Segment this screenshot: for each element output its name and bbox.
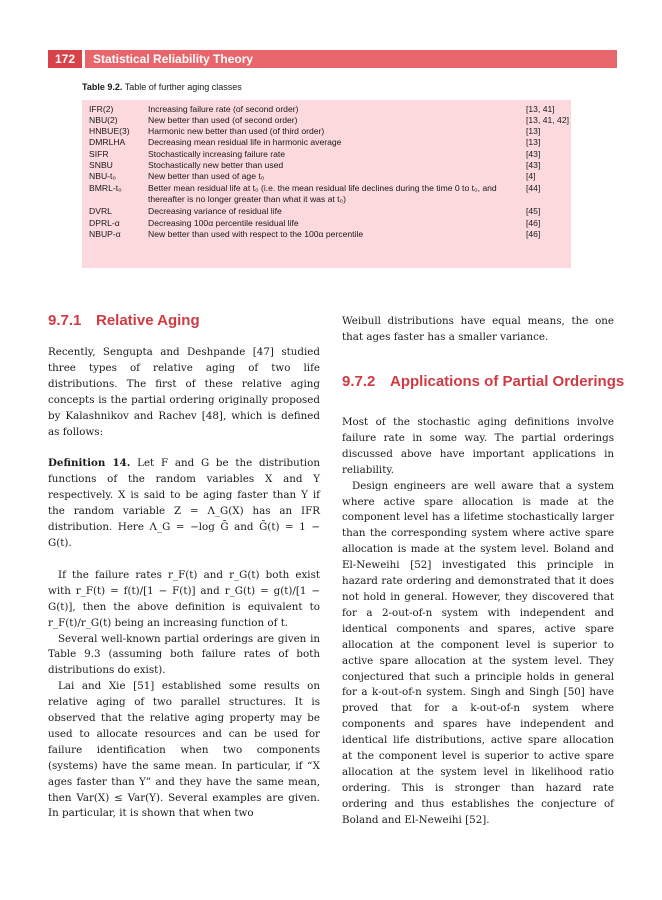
table-cell-desc: New better than used (of second order) bbox=[148, 115, 298, 125]
table-cell-desc: Decreasing mean residual life in harmonic average bbox=[148, 137, 342, 147]
definition bbox=[48, 456, 320, 551]
table-cell-abbr: IFR(2) bbox=[89, 104, 114, 114]
section-number: 9.7.2 bbox=[342, 373, 376, 390]
table-caption-text: Table of further aging classes bbox=[122, 82, 242, 92]
paragraph: Design engineers are well aware that a system where active spare allocation is made at the component level has a lifetime stochastically larger than the corresponding system where active spare allocation is made at the system level. Boland and El-Neweihi [52] investigated this principle in hazard rate ordering and demonstrated that it does not hold in general. However, they discovered that for a 2-out-of-n system with independent and identical components and spares, active spare allocation at the component level is superior to active spare allocation at the system level. They conjectured that such a principle holds in general for a k-out-of-n system. Singh and Singh [50] have proved that for a k-out-of-n system where components and spares have independent and identical life distributions, active spare allocation at the component level is superior to active spare allocation at the system level in likelihood ratio ordering. This is stronger than hazard rate ordering and thus establishes the conjecture of Boland and El-Neweihi [52]. bbox=[342, 479, 614, 826]
table-cell-desc: Stochastically increasing failure rate bbox=[148, 149, 286, 159]
table-cell-desc: Better mean residual life at t₀ (i.e. the mean residual life declines during the time 0 to t₀, and thereafter is no longer greater than what it was at t₀) bbox=[148, 183, 497, 205]
aging-classes-table bbox=[82, 100, 571, 268]
table-cell-ref: [45] bbox=[526, 206, 541, 216]
table-cell-ref: [46] bbox=[526, 218, 541, 228]
table-cell-abbr: NBU(2) bbox=[89, 115, 118, 125]
table-cell-desc: Increasing failure rate (of second order) bbox=[148, 104, 299, 114]
paragraph: If the failure rates r_F(t) and r_G(t) both exist with r_F(t) = f(t)/[1 − F(t)] and r_G(t) = g(t)/[1 − G(t)], then the above definition is equivalent to r_F(t)/r_G(t) being an increasing function of t. bbox=[48, 568, 320, 629]
table-cell-abbr: DMRLHA bbox=[89, 137, 126, 147]
table-cell-abbr: BMRL-t₀ bbox=[89, 183, 122, 193]
section-heading-partial-orderings bbox=[342, 373, 624, 390]
table-cell-abbr: SIFR bbox=[89, 149, 109, 159]
paragraph: Recently, Sengupta and Deshpande [47] studied three types of relative aging of two life distributions. The first of these relative aging concepts is the partial ordering originally proposed by Kalashnikov and Rachev [48], which is defined as follows: bbox=[48, 346, 320, 438]
paragraph: Most of the stochastic aging definitions involve failure rate in some way. The partial orderings discussed above have important applications in reliability. bbox=[342, 416, 614, 476]
table-cell-ref: [4] bbox=[526, 171, 536, 181]
table-cell-ref: [13] bbox=[526, 126, 541, 136]
table-cell-abbr: HNBUE(3) bbox=[89, 126, 130, 136]
definition-label: Definition 14. bbox=[48, 457, 131, 470]
table-cell-desc: Decreasing variance of residual life bbox=[148, 206, 282, 216]
table-caption bbox=[82, 82, 242, 92]
section-title: Relative Aging bbox=[96, 312, 200, 329]
table-cell-desc: New better than used with respect to the 100α percentile bbox=[148, 229, 364, 239]
table-cell-ref: [13, 41, 42] bbox=[526, 115, 570, 125]
table-cell-abbr: NBU-t₀ bbox=[89, 171, 116, 181]
paragraph: Lai and Xie [51] established some results on relative aging of two parallel structures. It is observed that the relative aging property may be used to allocate resources and can be used for failure identification when two components (systems) have the same mean. In particular, if “X ages faster than Y” and they have the same mean, then Var(X) ≤ Var(Y). Several examples are given. In particular, it is shown that when two bbox=[48, 680, 320, 820]
table-caption-label: Table 9.2. bbox=[82, 82, 123, 92]
definition-text: Let F and G be the distribution functions of the random variables X and Y respectively. X is said to be aging faster than Y if the random variable Z = Λ_G(X) has an IFR distribution. Here Λ_G = −log Ḡ and Ḡ(t) = 1 − G(t). bbox=[48, 457, 320, 549]
table-cell-ref: [43] bbox=[526, 149, 541, 159]
page-header bbox=[48, 50, 617, 68]
table-cell-ref: [46] bbox=[526, 229, 541, 239]
left-column bbox=[48, 345, 320, 822]
table-cell-ref: [43] bbox=[526, 160, 541, 170]
table-cell-abbr: NBUP-α bbox=[89, 229, 121, 239]
table-cell-desc: Decreasing 100α percentile residual life bbox=[148, 218, 299, 228]
table-cell-ref: [13] bbox=[526, 137, 541, 147]
table-cell-ref: [44] bbox=[526, 183, 541, 193]
table-cell-desc: New better than used of age t₀ bbox=[148, 171, 265, 181]
paragraph: Several well-known partial orderings are given in Table 9.3 (assuming both failure rates of both distributions do exist). bbox=[48, 632, 320, 677]
table-cell-desc: Harmonic new better than used (of third order) bbox=[148, 126, 325, 136]
table-cell-abbr: DPRL-α bbox=[89, 218, 120, 228]
table-cell-desc: Stochastically new better than used bbox=[148, 160, 284, 170]
section-title: Applications of Partial Orderings bbox=[390, 373, 625, 390]
table-cell-abbr: DVRL bbox=[89, 206, 112, 216]
paragraph: Weibull distributions have equal means, the one that ages faster has a smaller variance. bbox=[342, 315, 614, 343]
table-cell-ref: [13, 41] bbox=[526, 104, 555, 114]
table-cell-abbr: SNBU bbox=[89, 160, 113, 170]
running-title: Statistical Reliability Theory bbox=[85, 50, 617, 68]
right-column-top bbox=[342, 314, 614, 346]
section-number: 9.7.1 bbox=[48, 312, 82, 329]
right-column bbox=[342, 415, 614, 829]
section-heading-relative-aging bbox=[48, 312, 200, 329]
page-number: 172 bbox=[48, 50, 82, 68]
